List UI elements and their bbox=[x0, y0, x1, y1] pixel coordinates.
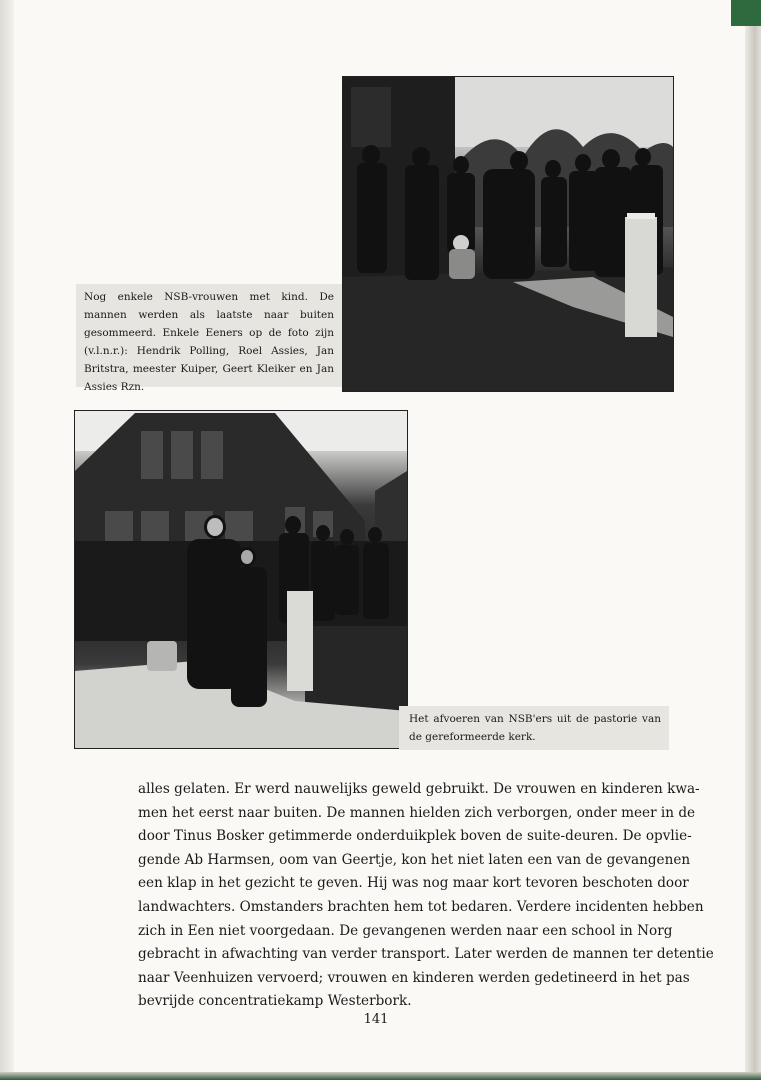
body-paragraph bbox=[138, 778, 714, 1014]
text-line: zich in Een niet voorgedaan. De gevangenen werden naar een school in Norg bbox=[138, 922, 673, 939]
text-line: gebracht in afwachting van verder transport. Later werden de mannen ter detentie bbox=[138, 946, 714, 963]
photo-nsb-women-with-child bbox=[342, 76, 674, 392]
photo2-caption: Het afvoeren van NSB'ers uit de pastorie van de gereformeerde kerk. bbox=[399, 706, 669, 750]
book-cover-bottom bbox=[0, 1072, 761, 1080]
text-line: gende Ab Harmsen, oom van Geertje, kon het niet laten een van de gevangenen bbox=[138, 851, 691, 868]
text-line: landwachters. Omstanders brachten hem tot bedaren. Verdere incidenten hebben bbox=[138, 898, 704, 915]
text-line: alles gelaten. Er werd nauwelijks geweld gebruikt. De vrouwen en kinderen kwa- bbox=[138, 781, 700, 797]
text-line: bevrijde concentratiekamp Westerbork. bbox=[138, 993, 412, 1010]
photo-parsonage-evacuation bbox=[74, 410, 408, 749]
text-line: een klap in het gezicht te geven. Hij was nog maar kort tevoren beschoten door bbox=[138, 875, 689, 892]
text-line: door Tinus Bosker getimmerde onderduikplek boven de suite-deuren. De opvlie- bbox=[138, 828, 692, 845]
book-edge bbox=[745, 0, 761, 1080]
page-number: 141 bbox=[363, 1012, 389, 1027]
page-gutter bbox=[0, 0, 14, 1080]
text-line: naar Veenhuizen vervoerd; vrouwen en kinderen werden gedetineerd in het pas bbox=[138, 969, 690, 986]
text-line: men het eerst naar buiten. De mannen hielden zich verborgen, onder meer in de bbox=[138, 804, 696, 821]
photo1-caption: Nog enkele NSB-vrouwen met kind. De mannen werden als laatste naar buiten gesommeerd. Enkele Eeners op de foto zijn (v.l.n.r.): Hendrik Polling, Roel Assies, Jan Britstra, meester Kuiper, Geert Kleiker en Jan Assies Rzn. bbox=[76, 284, 342, 387]
book-cover-corner bbox=[731, 0, 761, 26]
